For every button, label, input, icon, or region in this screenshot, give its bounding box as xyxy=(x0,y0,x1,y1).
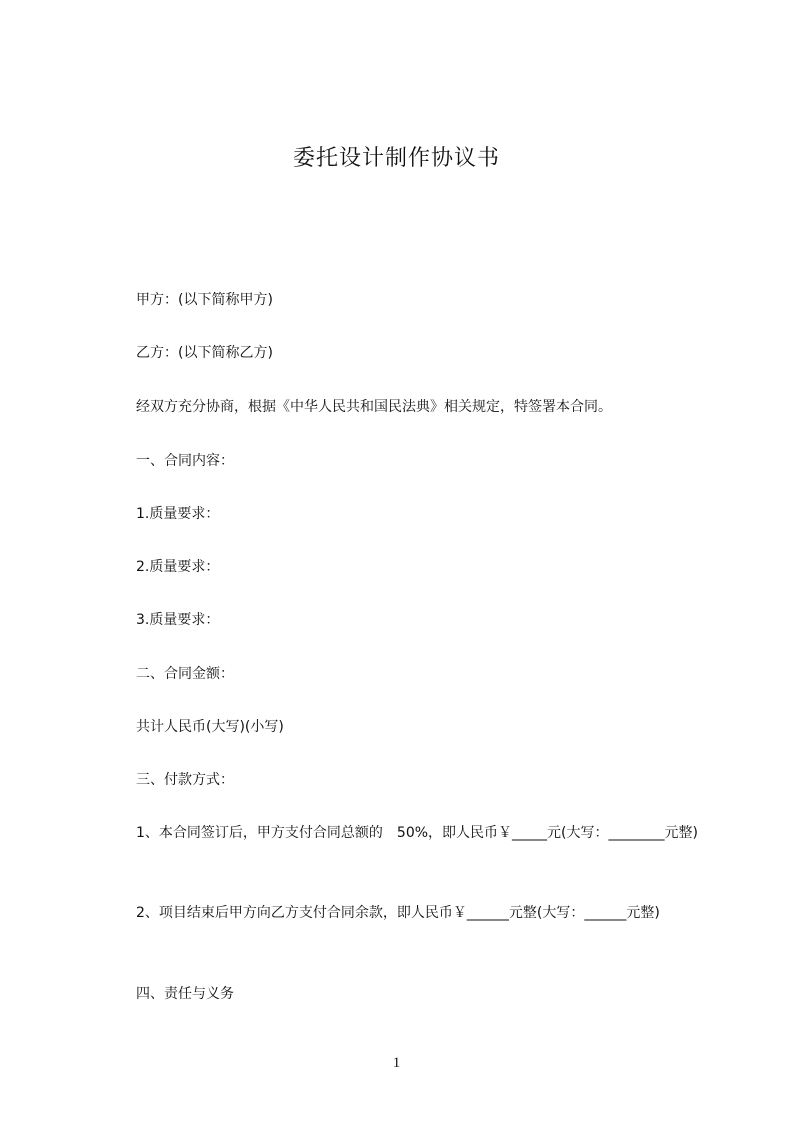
section-heading-contract-content: 一、合同内容： xyxy=(136,453,234,469)
party-b-line: 乙方：(以下简称乙方) xyxy=(136,345,273,361)
payment-clause-1: 1、本合同签订后，甲方支付合同总额的 50%，即人民币￥_____元(大写：________元整) xyxy=(136,825,698,841)
document-title: 委托设计制作协议书 xyxy=(292,146,500,171)
quality-item-1: 1.质量要求： xyxy=(136,506,220,522)
quality-item-3: 3.质量要求： xyxy=(136,612,220,628)
payment-clause-2: 2、项目结束后甲方向乙方支付合同余款，即人民币￥______元整(大写：______元整) xyxy=(136,905,660,921)
party-a-line: 甲方：(以下简称甲方) xyxy=(136,292,273,308)
section-heading-responsibilities: 四、责任与义务 xyxy=(136,986,234,1002)
section-heading-contract-amount: 二、合同金额： xyxy=(136,666,234,682)
section-heading-payment-method: 三、付款方式： xyxy=(136,772,234,788)
intro-paragraph: 经双方充分协商，根据《中华人民共和国民法典》相关规定，特签署本合同。 xyxy=(136,399,612,415)
page-number: 1 xyxy=(392,1055,401,1071)
quality-item-2: 2.质量要求： xyxy=(136,559,220,575)
amount-line: 共计人民币(大写)(小写) xyxy=(136,719,284,735)
